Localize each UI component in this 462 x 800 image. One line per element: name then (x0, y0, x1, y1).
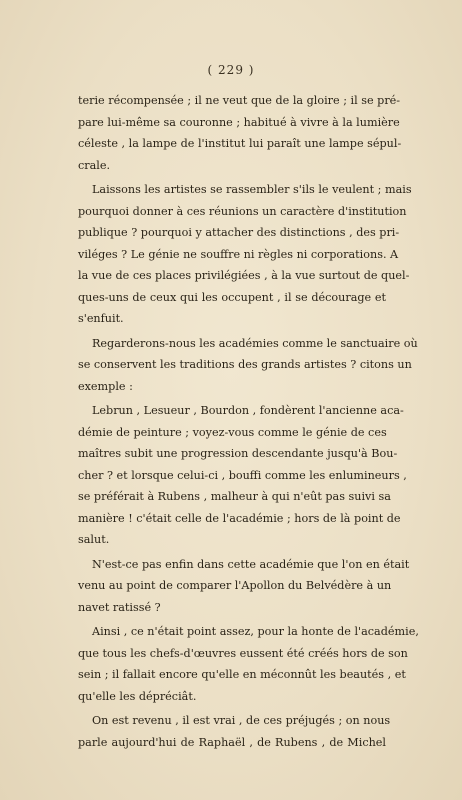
paragraph (78, 621, 419, 707)
paragraph (78, 400, 407, 551)
text-line: viléges ? Le génie ne souffre ni règles ni corporations. A (78, 247, 399, 261)
text-line: qu'elle les dépréciât. (78, 689, 197, 703)
paragraph (78, 554, 410, 619)
text-line: publique ? pourquoi y attacher des distinctions , des pri- (78, 226, 400, 239)
text-line: sein ; il fallait encore qu'elle en méconnût les beautés , et (78, 668, 406, 681)
text-line: venu au point de comparer l'Apollon du Belvédère à un (78, 579, 392, 592)
text-line: pourquoi donner à ces réunions un caractère d'institution (78, 204, 407, 218)
text-line: démie de peinture ; voyez-vous comme le génie de ces (78, 425, 387, 439)
text-line: la vue de ces places privilégiées , à la vue surtout de quel- (78, 269, 410, 282)
text-line: navet ratissé ? (78, 600, 161, 614)
text-line: s'enfuit. (78, 312, 124, 325)
text-line: salut. (78, 533, 110, 546)
paragraph (78, 179, 412, 330)
text-line: Ainsi , ce n'était point assez, pour la honte de l'académie, (92, 625, 419, 638)
text-line: Lebrun , Lesueur , Bourdon , fondèrent l'ancienne aca- (92, 404, 404, 417)
text-line: se préférait à Rubens , malheur à qui n'eût pas suivi sa (78, 490, 391, 503)
text-line: Laissons les artistes se rassembler s'ils le veulent ; mais (92, 183, 412, 196)
paragraph (78, 333, 418, 398)
text-line: pare lui-même sa couronne ; habitué à vivre à la lumière (78, 115, 400, 129)
text-line: terie récompensée ; il ne veut que de la gloire ; il se pré- (78, 94, 401, 107)
text-line: maîtres subit une progression descendante jusqu'à Bou- (78, 447, 398, 460)
text-line: crale. (78, 158, 111, 172)
paragraph (78, 710, 391, 753)
text-line: Regarderons-nous les académies comme le sanctuaire où (92, 336, 418, 350)
text-line: que tous les chefs-d'œuvres eussent été créés hors de son (78, 646, 408, 660)
page-body-text (78, 90, 419, 753)
text-line: On est revenu , il est vrai , de ces préjugés ; on nous (92, 714, 391, 727)
text-line: se conservent les traditions des grands artistes ? citons un (78, 358, 412, 371)
text-line: cher ? et lorsque celui-ci , bouffi comme les enlumineurs , (78, 468, 407, 482)
text-line: N'est-ce pas enfin dans cette académie que l'on en était (92, 557, 410, 571)
page-number: ( 229 ) (207, 63, 255, 77)
text-line: manière ! c'était celle de l'académie ; hors de là point de (78, 511, 401, 525)
text-line: parle aujourd'hui de Raphaël , de Rubens , de Michel (78, 735, 386, 749)
paragraph (78, 90, 402, 176)
text-line: ques-uns de ceux qui les occupent , il se décourage et (78, 290, 386, 304)
text-line: exemple : (78, 379, 133, 393)
text-line: céleste , la lampe de l'institut lui paraît une lampe sépul- (78, 137, 402, 150)
